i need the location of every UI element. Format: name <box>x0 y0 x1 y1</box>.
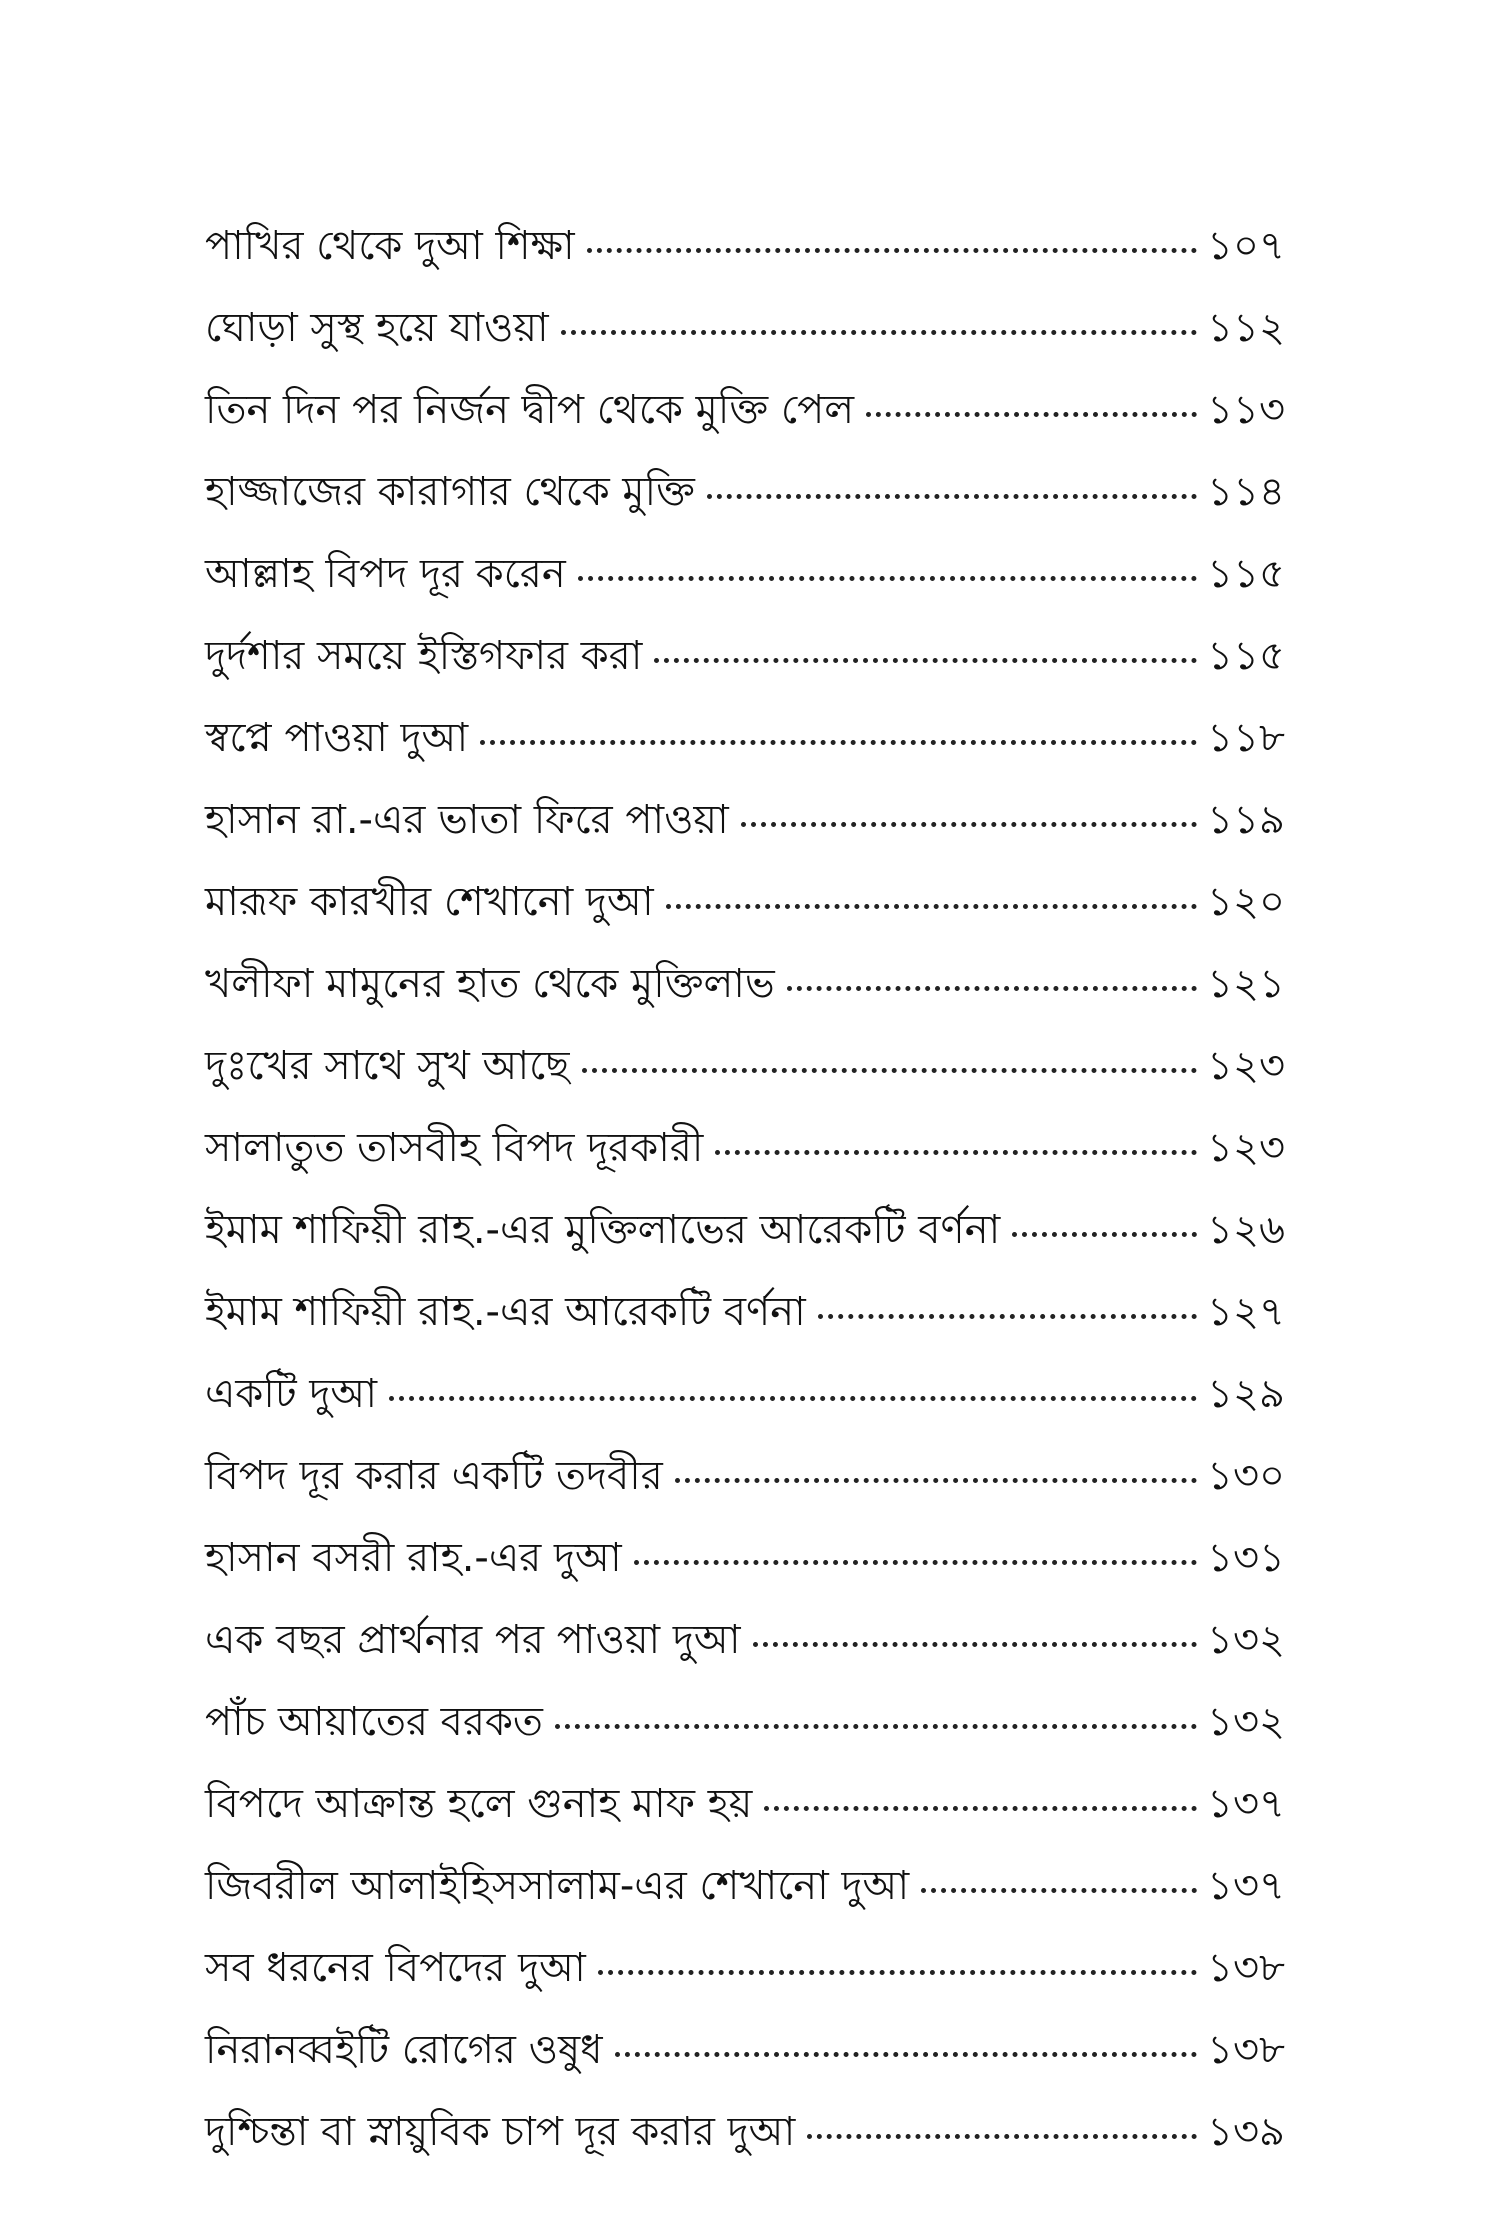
toc-entry-title: তিন দিন পর নির্জন দ্বীপ থেকে মুক্তি পেল <box>205 387 855 433</box>
dot-leader <box>741 782 1197 827</box>
toc-entry-title: খলীফা মামুনের হাত থেকে মুক্তিলাভ <box>205 961 775 1007</box>
toc-entry-title: ঘোড়া সুস্থ হয়ে যাওয়া <box>205 305 549 351</box>
toc-entry-title: বিপদে আক্রান্ত হলে গুনাহ মাফ হয় <box>205 1781 753 1827</box>
dot-leader <box>480 700 1197 745</box>
toc-entry-title: নিরানব্বইটি রোগের ওষুধ <box>205 2027 603 2073</box>
dot-leader <box>675 1438 1197 1483</box>
dot-leader <box>561 290 1197 335</box>
toc-entry <box>205 1517 1285 1599</box>
toc-entry-title: সব ধরনের বিপদের দুআ <box>205 1945 586 1991</box>
toc-entry <box>205 1189 1285 1271</box>
toc-entry-page: ১২৬ <box>1207 1207 1285 1253</box>
toc-entry-title: ইমাম শাফিয়ী রাহ.-এর আরেকটি বর্ণনা <box>205 1289 806 1335</box>
toc-entry-page: ১২১ <box>1207 961 1285 1007</box>
toc-entry <box>205 1025 1285 1107</box>
toc-entry-page: ১৩৭ <box>1207 1781 1285 1827</box>
toc-entry-title: আল্লাহ বিপদ দূর করেন <box>205 551 566 597</box>
toc-entry <box>205 1599 1285 1681</box>
toc-entry-title: ইমাম শাফিয়ী রাহ.-এর মুক্তিলাভের আরেকটি বর্ণনা <box>205 1207 1001 1253</box>
toc-entry-title: হাসান রা.-এর ভাতা ফিরে পাওয়া <box>205 797 729 843</box>
toc-entry <box>205 943 1285 1025</box>
toc-entry-page: ১৩১ <box>1207 1535 1285 1581</box>
toc-entry-title: পাঁচ আয়াতের বরকত <box>205 1699 543 1745</box>
toc-entry-page: ১১৪ <box>1207 469 1285 515</box>
dot-leader <box>582 1028 1198 1073</box>
dot-leader <box>666 864 1197 909</box>
toc-entry-title: দুর্দশার সময়ে ইস্তিগফার করা <box>205 633 643 679</box>
toc-entry-page: ১২৯ <box>1207 1371 1285 1417</box>
toc-entry <box>205 1763 1285 1845</box>
dot-leader <box>1012 1192 1197 1237</box>
dot-leader <box>764 1766 1197 1811</box>
dot-leader <box>654 618 1197 663</box>
toc-entry <box>205 1107 1285 1189</box>
dot-leader <box>818 1274 1197 1319</box>
dot-leader <box>753 1602 1198 1647</box>
toc-entry <box>205 2009 1285 2091</box>
toc-entry <box>205 1435 1285 1517</box>
toc-entry-title: বিপদ দূর করার একটি তদবীর <box>205 1453 663 1499</box>
table-of-contents <box>205 205 1285 2173</box>
toc-entry-title: স্বপ্নে পাওয়া দুআ <box>205 715 469 761</box>
dot-leader <box>866 372 1197 417</box>
dot-leader <box>807 2094 1197 2139</box>
toc-entry-title: জিবরীল আলাইহিসসালাম-এর শেখানো দুআ <box>205 1863 910 1909</box>
toc-entry-page: ১১৫ <box>1207 551 1285 597</box>
toc-entry-title: মারূফ কারখীর শেখানো দুআ <box>205 879 654 925</box>
dot-leader <box>634 1520 1197 1565</box>
dot-leader <box>587 208 1197 253</box>
toc-entry-page: ১১২ <box>1207 305 1285 351</box>
toc-entry-title: পাখির থেকে দুআ শিক্ষা <box>205 223 575 269</box>
toc-entry <box>205 451 1285 533</box>
toc-entry <box>205 1681 1285 1763</box>
toc-entry-page: ১৩৯ <box>1207 2109 1285 2155</box>
toc-entry <box>205 533 1285 615</box>
toc-entry-page: ১১৮ <box>1207 715 1285 761</box>
toc-entry <box>205 2091 1285 2173</box>
dot-leader <box>715 1110 1197 1155</box>
toc-entry <box>205 205 1285 287</box>
dot-leader <box>389 1356 1197 1401</box>
toc-entry <box>205 1927 1285 2009</box>
toc-entry-title: হাসান বসরী রাহ.-এর দুআ <box>205 1535 622 1581</box>
toc-entry-page: ১৩২ <box>1207 1699 1285 1745</box>
toc-entry <box>205 1271 1285 1353</box>
toc-entry-title: হাজ্জাজের কারাগার থেকে মুক্তি <box>205 469 695 515</box>
toc-entry-title: দুঃখের সাথে সুখ আছে <box>205 1043 570 1089</box>
dot-leader <box>598 1930 1197 1975</box>
toc-entry <box>205 615 1285 697</box>
dot-leader <box>555 1684 1197 1729</box>
dot-leader <box>921 1848 1197 1893</box>
toc-entry-title: একটি দুআ <box>205 1371 378 1417</box>
dot-leader <box>787 946 1197 991</box>
toc-entry-page: ১২৩ <box>1207 1043 1285 1089</box>
toc-entry-page: ১৩৮ <box>1207 2027 1285 2073</box>
toc-entry-page: ১০৭ <box>1207 223 1285 269</box>
dot-leader <box>578 536 1197 581</box>
toc-entry <box>205 861 1285 943</box>
toc-entry <box>205 369 1285 451</box>
toc-entry-page: ১২০ <box>1207 879 1285 925</box>
toc-entry-page: ১৩০ <box>1207 1453 1285 1499</box>
toc-entry-page: ১৩৭ <box>1207 1863 1285 1909</box>
toc-entry-page: ১৩২ <box>1207 1617 1285 1663</box>
toc-entry-page: ১১৯ <box>1207 797 1285 843</box>
toc-entry-title: সালাতুত তাসবীহ বিপদ দূরকারী <box>205 1125 704 1171</box>
toc-entry-page: ১১৫ <box>1207 633 1285 679</box>
toc-entry <box>205 1353 1285 1435</box>
toc-entry <box>205 287 1285 369</box>
toc-entry-page: ১২৩ <box>1207 1125 1285 1171</box>
toc-entry <box>205 779 1285 861</box>
dot-leader <box>707 454 1197 499</box>
toc-entry-page: ১৩৮ <box>1207 1945 1285 1991</box>
toc-entry <box>205 697 1285 779</box>
toc-entry-page: ১২৭ <box>1207 1289 1285 1335</box>
toc-entry-title: এক বছর প্রার্থনার পর পাওয়া দুআ <box>205 1617 741 1663</box>
toc-entry <box>205 1845 1285 1927</box>
toc-entry-title: দুশ্চিন্তা বা স্নায়ুবিক চাপ দূর করার দুআ <box>205 2109 796 2155</box>
toc-entry-page: ১১৩ <box>1207 387 1285 433</box>
dot-leader <box>615 2012 1198 2057</box>
